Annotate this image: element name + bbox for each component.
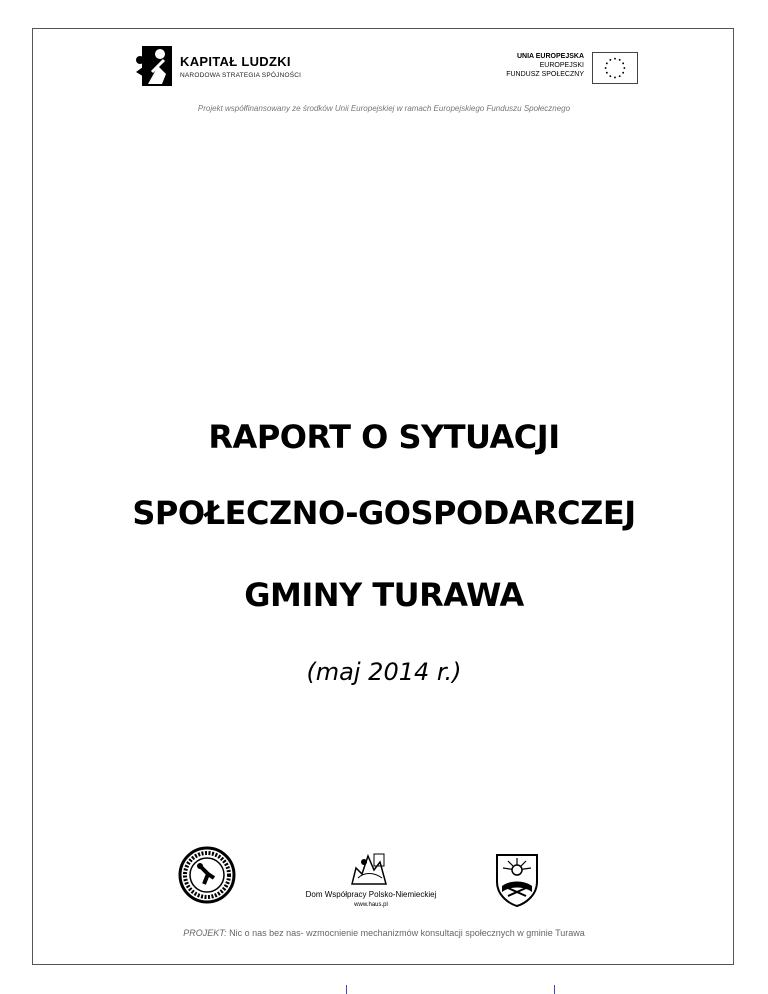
gmina-turawa-crest-icon [494, 852, 540, 908]
kapital-ludzki-title: KAPITAŁ LUDZKI [180, 54, 291, 69]
eu-line-3: FUNDUSZ SPOŁECZNY [506, 71, 584, 78]
haus-url: www.haus.pl [354, 902, 388, 908]
project-prefix: PROJEKT: [183, 928, 227, 938]
opolskie-centrum-demokracji-seal-icon [178, 846, 236, 904]
margin-marker-left [346, 985, 347, 994]
report-title-line-2: SPOŁECZNO-GOSPODARCZEJ [132, 494, 636, 532]
eu-flag-icon [592, 52, 638, 84]
margin-marker-right [554, 985, 555, 994]
haus-name: Dom Współpracy Polsko-Niemieckiej [305, 890, 437, 899]
eu-line-2: EUROPEJSKI [539, 62, 584, 69]
report-title-line-3: GMINY TURAWA [244, 576, 524, 614]
eu-logo-text [506, 52, 584, 79]
report-title-line-1: RAPORT O SYTUACJI [208, 418, 560, 456]
kapital-ludzki-figure-icon [134, 44, 174, 90]
kapital-ludzki-subtitle: NARODOWA STRATEGIA SPÓJNOŚCI [180, 72, 302, 79]
project-text: Nic o nas bez nas- wzmocnienie mechanizmów konsultacji społecznych w gminie Turawa [226, 928, 585, 938]
haus-logo [296, 848, 446, 918]
eu-logo [480, 52, 640, 86]
cofinancing-note: Projekt współfinansowany ze środków Unii Europejskiej w ramach Europejskiego Funduszu Społecznego [197, 104, 571, 113]
eu-line-1: UNIA EUROPEJSKA [516, 53, 584, 60]
project-line [0, 928, 768, 938]
haus-emblem-icon [346, 848, 392, 886]
kapital-ludzki-logo [134, 44, 334, 92]
report-date: (maj 2014 r.) [306, 658, 462, 686]
